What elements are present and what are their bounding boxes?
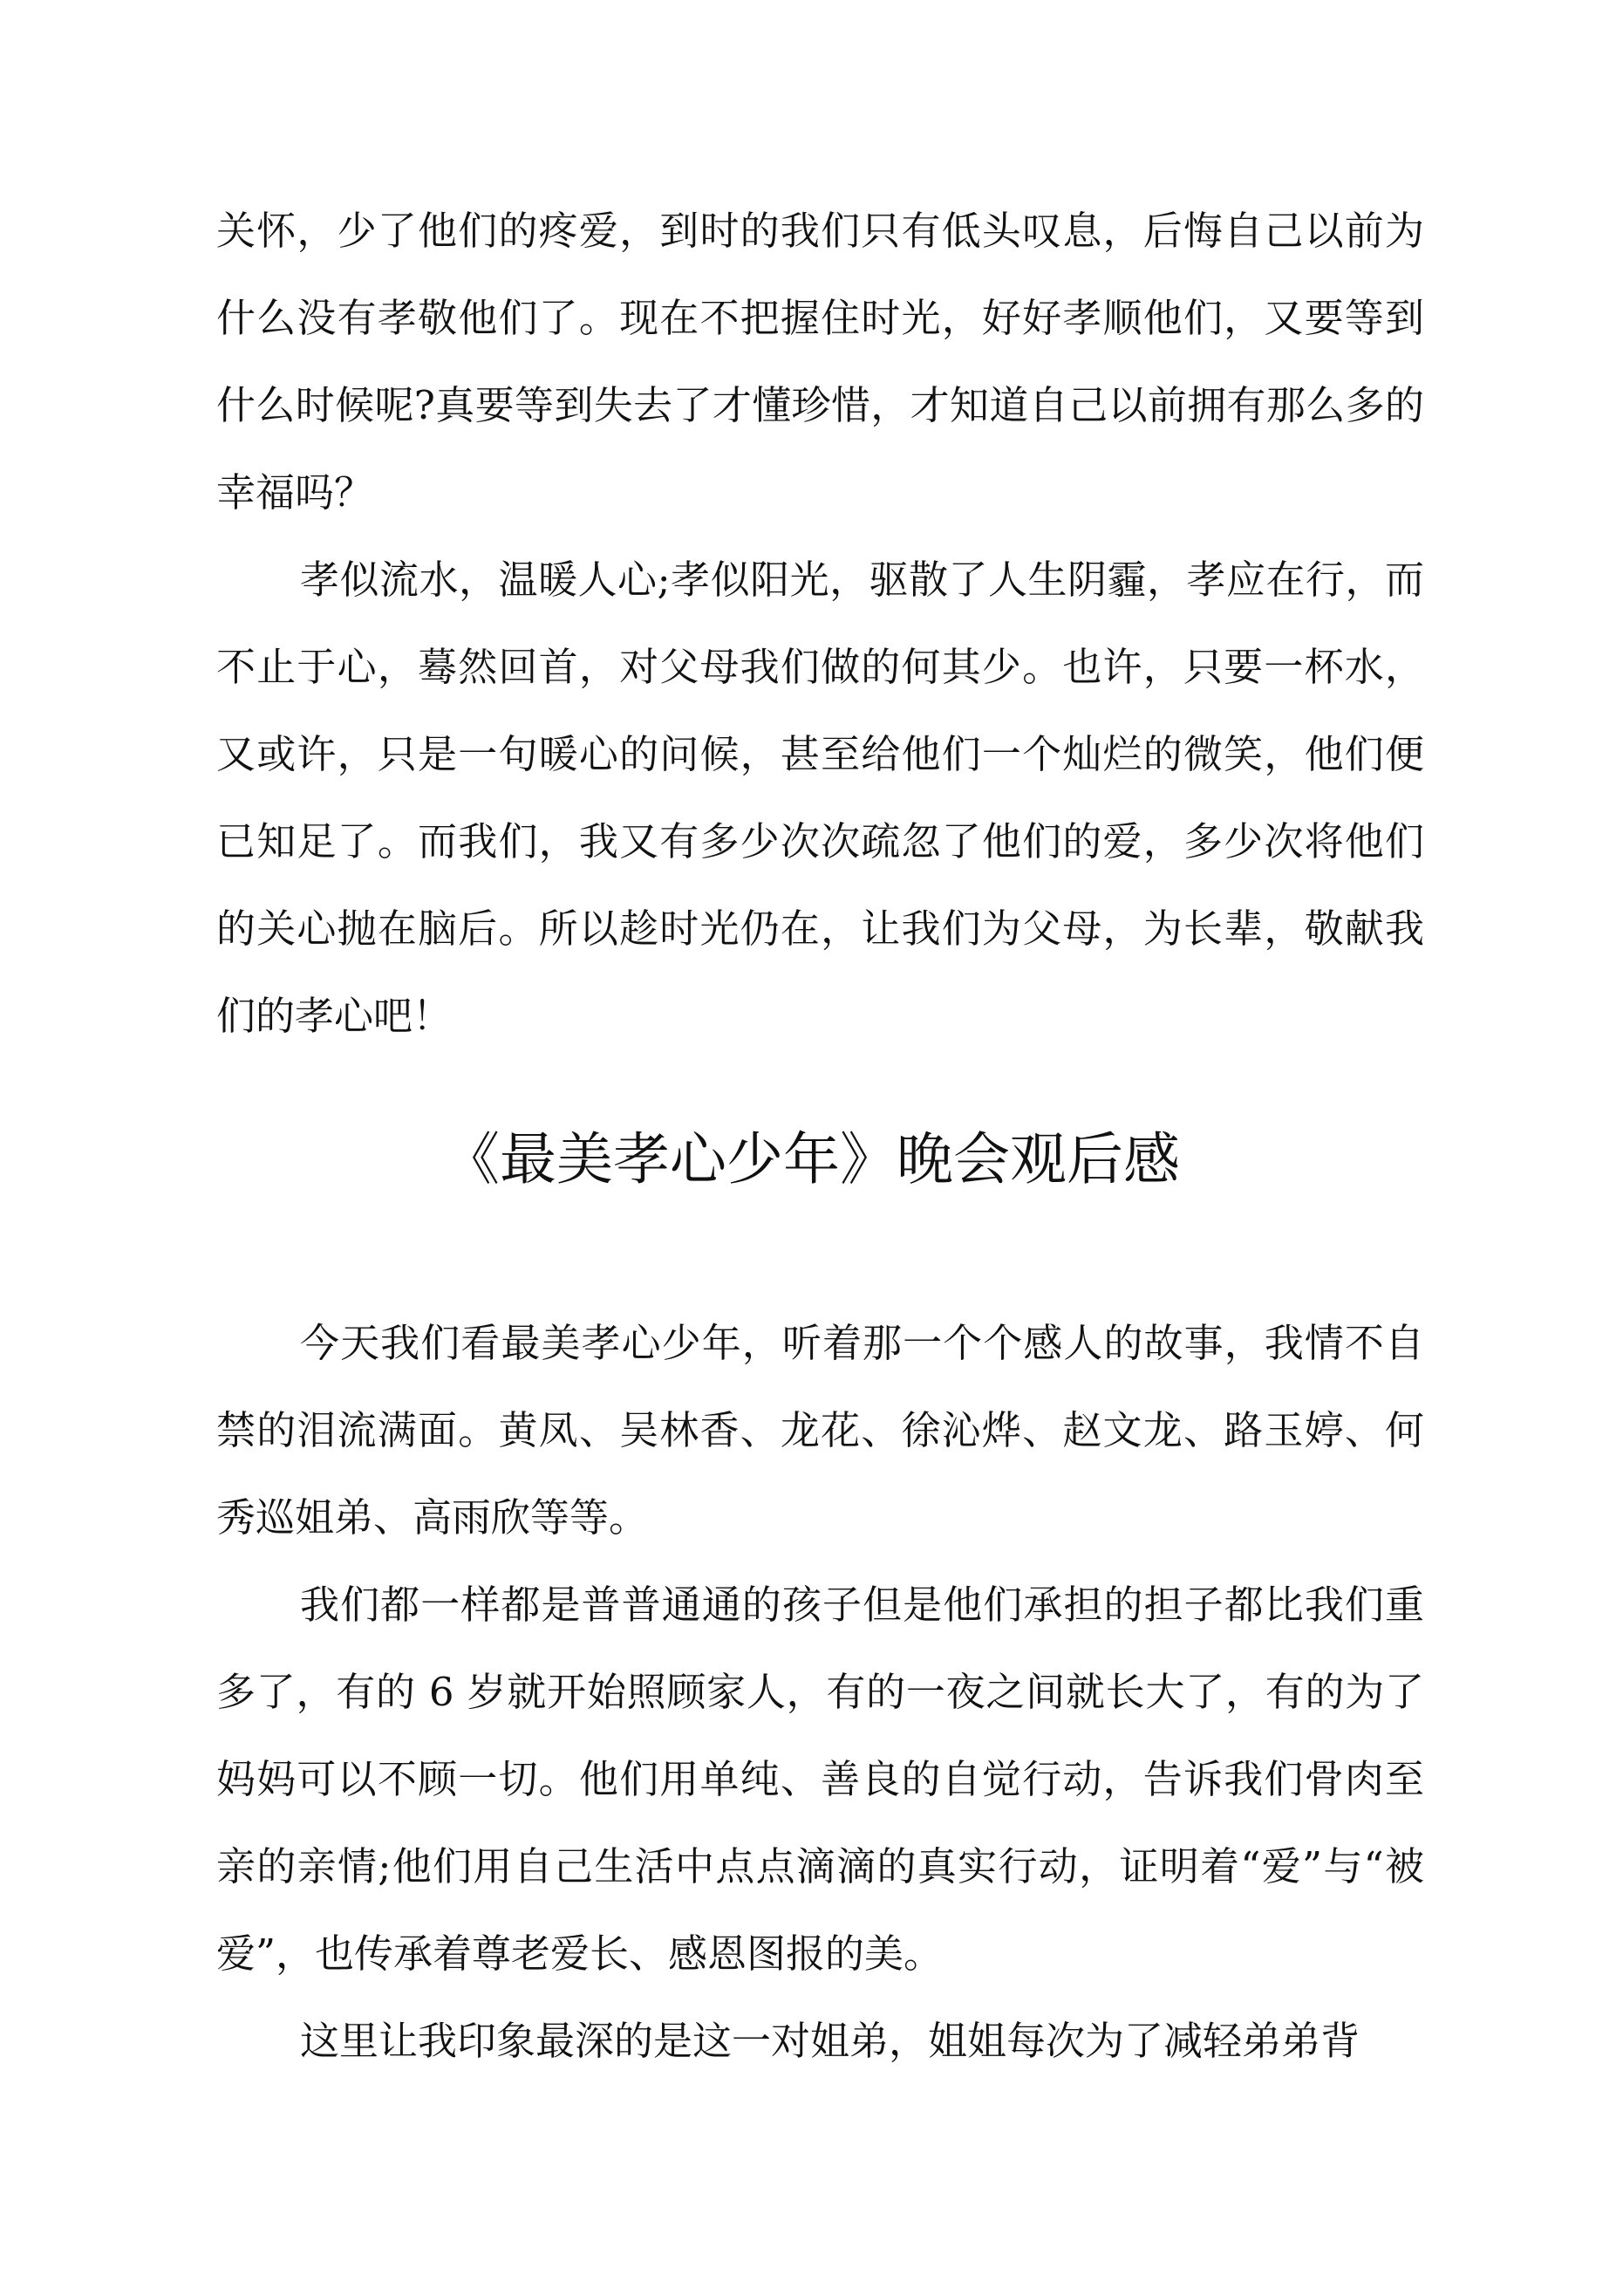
paragraph-continuation: 关怀，少了他们的疼爱，到时的我们只有低头叹息，后悔自己以前为什么没有孝敬他们了。现在不把握住时光，好好孝顺他们，又要等到什么时候呢?真要等到失去了才懂珍惜，才知道自己以前拥有那么多的幸福吗？ [216,208,1424,516]
paragraph-ordinary-children: 我们都一样都是普普通通的孩子但是他们承担的担子都比我们重多了，有的 6 岁就开始照顾家人，有的一夜之间就长大了，有的为了妈妈可以不顾一切。他们用单纯、善良的自觉行动，告诉我们骨肉至亲的亲情;他们用自己生活中点点滴滴的真实行动，证明着“爱”与“被爱”，也传承着尊老爱长、感恩图报的美。 [216,1582,1424,1977]
paragraph-filial-piety: 孝似流水，温暖人心;孝似阳光，驱散了人生阴霾，孝应在行，而不止于心，蓦然回首，对父母我们做的何其少。也许，只要一杯水，又或许，只是一句暖心的问候，甚至给他们一个灿烂的微笑，他们便已知足了。而我们，我又有多少次次疏忽了他们的爱，多少次将他们的关心抛在脑后。所以趁时光仍在，让我们为父母，为长辈，敬献我们的孝心吧！ [216,557,1424,1039]
paragraph-intro: 今天我们看最美孝心少年，听着那一个个感人的故事，我情不自禁的泪流满面。黄凤、吴林香、龙花、徐沁烨、赵文龙、路玉婷、何秀巡姐弟、高雨欣等等。 [216,1320,1424,1541]
paragraph-siblings: 这里让我印象最深的是这一对姐弟，姐姐每次为了减轻弟弟背 [300,2018,1360,2064]
article-title: 《最美孝心少年》晚会观后感 [442,1127,1180,1192]
section-two [216,1300,1424,2085]
section-one [216,188,1424,1060]
